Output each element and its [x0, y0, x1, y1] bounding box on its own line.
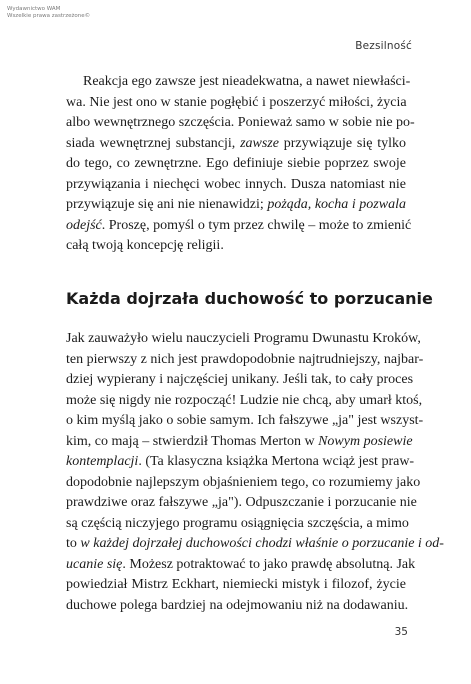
emphasis-text: pożąda, kocha i pozwala — [267, 197, 406, 212]
text-run: . (Ta klasyczna książka Mertona wciąż jest praw- — [138, 454, 415, 469]
text-line — [66, 134, 406, 155]
text-line: Jak zauważyło wielu nauczycieli Programu Dwunastu Kroków, — [66, 331, 421, 346]
watermark — [7, 6, 90, 20]
text-line — [66, 195, 406, 216]
text-line: dopodobnie najlepszym objaśnieniem tego, co rozumiemy jako — [66, 474, 421, 490]
text-run: . Proszę, pomyśl o tym przez chwilę – może to zmienić — [101, 217, 412, 233]
text-line — [66, 555, 416, 576]
book-title: Nowym posiewie — [318, 433, 413, 449]
paragraph-ego — [66, 72, 415, 257]
section-heading: Każda dojrzała duchowość to porzucanie — [66, 289, 433, 308]
watermark-rights: Wszelkie prawa zastrzeżone© — [7, 13, 91, 19]
text-line — [66, 452, 415, 473]
text-run: kim, co mają – stwierdził Thomas Merton w — [66, 433, 319, 449]
emphasis-text: odejść — [66, 217, 102, 233]
text-run: to — [66, 536, 81, 551]
book-title: kontemplacji — [66, 454, 139, 469]
text-line: powiedział Mistrz Eckhart, niemiecki mistyk i filozof, życie — [66, 577, 406, 592]
emphasis-text: zawsze — [240, 135, 279, 151]
text-run: . Możesz potraktować to jako prawdę absolutną. Jak — [122, 556, 416, 572]
emphasis-text: w każdej dojrzałej duchowości chodzi właśnie o porzucanie i od- — [80, 536, 444, 551]
text-run: przywiązuje się ani nie nienawidzi; — [66, 197, 268, 212]
text-line: są częścią niczyjego programu osiągnięcia szczęścia, a mimo — [66, 515, 409, 531]
running-head: Bezsilność — [355, 40, 412, 52]
text-line: ten pierwszy z nich jest prawdopodobnie najtrudniejszy, najbar- — [66, 351, 424, 367]
text-line: duchowe polega bardziej na odejmowaniu niż na dodawaniu. — [66, 597, 409, 613]
text-line: wa. Nie jest ono w stanie pogłębić i poszerzyć miłości, życia — [66, 94, 407, 110]
text-run: przywiązuje się tylko — [278, 135, 406, 151]
text-line: przywiązania i niechęci wobec innych. Dusza natomiast nie — [66, 176, 406, 192]
text-line: może się nigdy nie rozpocząć! Ludzie nie chcą, aby umarł ktoś, — [66, 392, 423, 408]
watermark-publisher: Wydawnictwo WAM — [7, 6, 61, 12]
page-number: 35 — [394, 626, 408, 638]
text-line: albo wewnętrznego szczęścia. Ponieważ samo w sobie nie po- — [66, 115, 415, 130]
text-line: do tego, co zewnętrzne. Ego definiuje siebie poprzez swoje — [66, 156, 406, 171]
paragraph-twelve-steps — [66, 329, 444, 616]
text-line: Reakcja ego zawsze jest nieadekwatna, a nawet niewłaści- — [83, 74, 411, 89]
text-line: prawdziwe oraz fałszywe „ja"). Odpuszczanie i porzucanie nie — [66, 495, 417, 510]
text-line — [66, 216, 412, 237]
emphasis-text: ucanie się — [66, 556, 123, 572]
text-line: dziej wypierany i najczęściej unikany. Jeśli tak, to cały proces — [66, 372, 414, 387]
text-line — [66, 432, 413, 453]
text-line: o kim myślą jako o sobie samym. Ich fałszywe „ja" jest wszyst- — [66, 413, 424, 428]
text-run: siada wewnętrznej substancji, — [66, 135, 241, 151]
text-line — [66, 534, 444, 555]
text-line: całą twoją koncepcję religii. — [66, 238, 224, 253]
